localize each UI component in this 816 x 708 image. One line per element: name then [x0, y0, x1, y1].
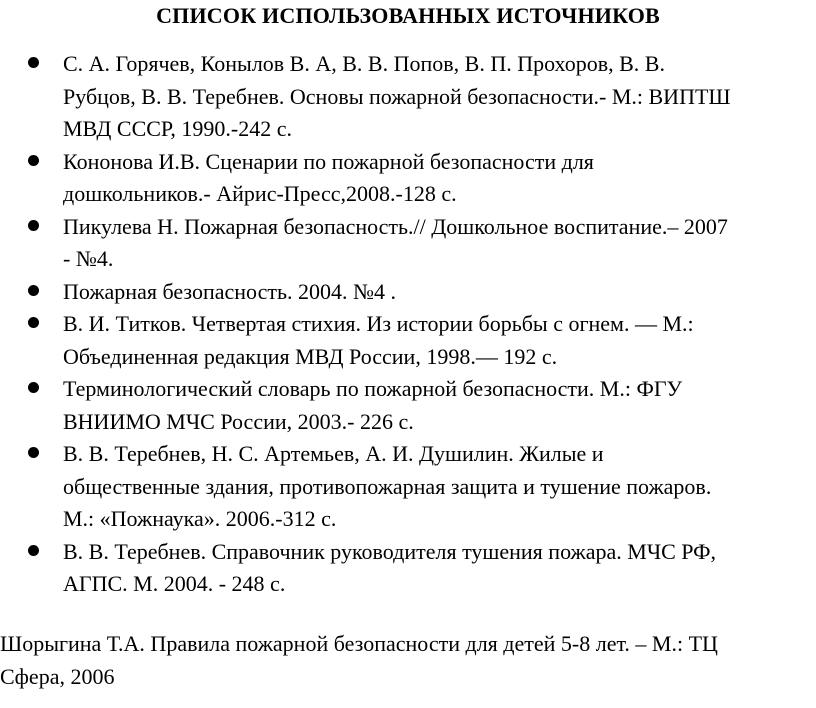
- reference-item-6: [26, 373, 816, 438]
- reference-line: С. А. Горячев, Конылов В. А, В. В. Попов, В. П. Прохоров, В. В.: [63, 51, 665, 76]
- reference-line: - №4.: [63, 246, 114, 271]
- bullet-icon: [28, 382, 39, 393]
- reference-line: Объединенная редакция МВД России, 1998.— 192 с.: [63, 343, 558, 369]
- bullet-icon: [28, 285, 39, 296]
- reference-line: В. И. Титков. Четвертая стихия. Из истории борьбы с огнем. — М.:: [63, 311, 694, 336]
- reference-line: Пожарная безопасность. 2004. №4 .: [63, 278, 396, 304]
- reference-item-1: [26, 48, 816, 146]
- bullet-icon: [28, 57, 39, 68]
- bullet-icon: [28, 155, 39, 166]
- reference-item-4: [26, 276, 816, 309]
- reference-line: Терминологический словарь по пожарной безопасности. М.: ФГУ: [63, 376, 683, 401]
- reference-line: Кононова И.В. Сценарии по пожарной безопасности для: [63, 148, 594, 174]
- reference-line: МВД СССР, 1990.-242 с.: [63, 116, 293, 141]
- reference-line: Пикулева Н. Пожарная безопасность.// Дошкольное воспитание.– 2007: [63, 213, 728, 239]
- reference-line: Шорыгина Т.А. Правила пожарной безопасности для детей 5-8 лет. – М.: ТЦ: [0, 631, 718, 656]
- reference-item-5: [26, 308, 816, 373]
- reference-line: дошкольников.- Айрис-Пресс,2008.-128 с.: [63, 181, 457, 206]
- reference-line: Сфера, 2006: [0, 663, 115, 689]
- reference-item-2: [26, 146, 816, 211]
- bullet-icon: [28, 220, 39, 231]
- reference-line: В. В. Теребнев. Справочник руководителя тушения пожара. МЧС РФ,: [63, 538, 717, 564]
- reference-line: М.: «Пожнаука». 2006.-312 с.: [63, 506, 337, 531]
- reference-line: В. В. Теребнев, Н. С. Артемьев, А. И. Душилин. Жилые и: [63, 441, 604, 466]
- reference-line: Рубцов, В. В. Теребнев. Основы пожарной безопасности.- М.: ВИПТШ: [63, 83, 731, 109]
- reference-line: общественные здания, противопожарная защита и тушение пожаров.: [63, 473, 712, 499]
- reference-item-7: [26, 438, 816, 536]
- bullet-icon: [28, 545, 39, 556]
- page-title: СПИСОК ИСПОЛЬЗОВАННЫХ ИСТОЧНИКОВ: [156, 3, 660, 28]
- reference-line: ВНИИМО МЧС России, 2003.- 226 с.: [63, 408, 414, 434]
- unlisted-reference: [0, 628, 812, 693]
- reference-item-3: [26, 211, 816, 276]
- reference-line: АГПС. М. 2004. - 248 с.: [63, 571, 286, 596]
- bullet-icon: [28, 317, 39, 328]
- reference-item-8: [26, 536, 816, 601]
- reference-list: [26, 48, 816, 601]
- bullet-icon: [28, 447, 39, 458]
